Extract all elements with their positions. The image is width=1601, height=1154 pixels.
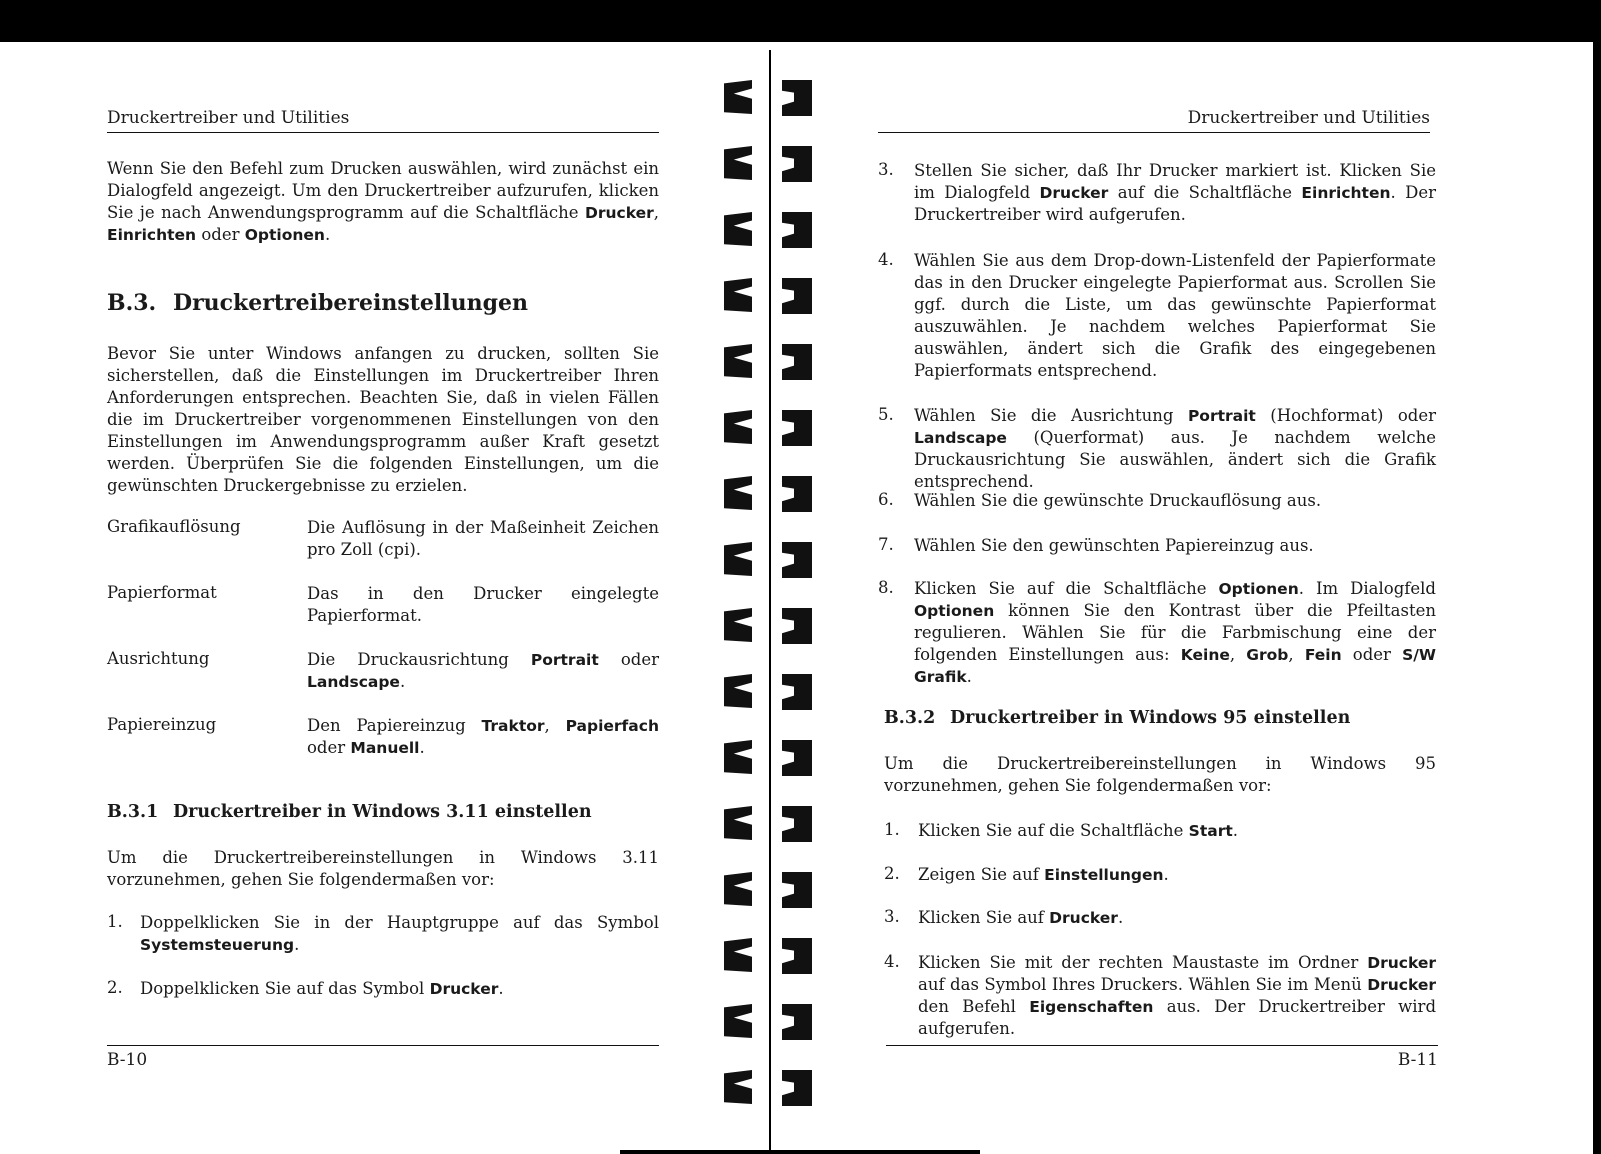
list-item: Wählen Sie die Ausrichtung Portrait (Hochformat) oder Landscape (Querformat) aus. Je nachdem welche Druckausrichtung Sie auswählen, ändert sich die Grafik entsprechend. [914, 406, 1437, 491]
binding-ring [720, 80, 814, 116]
def-desc: Den Papiereinzug Traktor, Papierfach oder Manuell. [307, 716, 659, 757]
binding-ring [720, 212, 814, 248]
list-item: Klicken Sie auf die Schaltfläche Start. [918, 821, 1238, 840]
list-item: Stellen Sie sicher, daß Ihr Drucker markiert ist. Klicken Sie im Dialogfeld Drucker auf die Schaltfläche Einrichten. Der Druckertreiber wird aufgerufen. [914, 161, 1437, 224]
right-running-header: Druckertreiber und Utilities [878, 108, 1430, 133]
def-desc: Das in den Drucker eingelegte Papierformat. [307, 584, 659, 625]
binding-ring [720, 740, 814, 776]
list-item: Doppelklicken Sie in der Hauptgruppe auf das Symbol Systemsteuerung. [140, 913, 659, 954]
binding-ring [720, 476, 814, 512]
scan-top-border [0, 0, 1601, 42]
list-item-number: 4. [878, 250, 894, 269]
right-page-number: B-11 [886, 1045, 1438, 1070]
list-item: Wählen Sie aus dem Drop-down-Listenfeld der Papierformate das in den Drucker eingelegte Papierformat aus. Scrollen Sie ggf. durch die Liste, um das gewünschte Papierformat auszuwählen. Je nachdem welches Papierformat Sie auswählen, ändert sich die Grafik des eingegebenen Papierformats entsprechend. [914, 251, 1436, 380]
scan-right-edge [1593, 38, 1601, 1154]
list-item: Wählen Sie die gewünschte Druckauflösung aus. [914, 491, 1322, 510]
binding-spine [720, 50, 830, 1154]
binding-ring [720, 938, 814, 974]
def-term: Papierformat [107, 583, 217, 602]
list-item: Zeigen Sie auf Einstellungen. [918, 865, 1169, 884]
def-term: Ausrichtung [107, 649, 210, 668]
list-item-number: 7. [878, 535, 894, 554]
list-item: Wählen Sie den gewünschten Papiereinzug aus. [914, 536, 1314, 555]
binding-ring [720, 278, 814, 314]
subsection-paragraph: Um die Druckertreibereinstellungen in Windows 95 vorzunehmen, gehen Sie folgendermaßen vor: [884, 754, 1436, 795]
section-heading-b3: B.3. Druckertreibereinstellungen [107, 290, 528, 316]
binding-ring [720, 146, 814, 182]
binding-ring [720, 542, 814, 578]
list-item: Klicken Sie mit der rechten Maustaste im Ordner Drucker auf das Symbol Ihres Druckers. Wählen Sie im Menü Drucker den Befehl Eigenschaften aus. Der Druckertreiber wird aufgerufen. [918, 953, 1437, 1038]
list-item-number: 1. [107, 912, 123, 931]
list-item: Doppelklicken Sie auf das Symbol Drucker. [140, 979, 504, 998]
list-item-number: 3. [878, 160, 894, 179]
binding-ring [720, 344, 814, 380]
def-desc: Die Druckausrichtung Portrait oder Landscape. [307, 650, 659, 691]
list-item: Klicken Sie auf Drucker. [918, 908, 1124, 927]
list-item-number: 2. [884, 864, 900, 883]
left-running-header: Druckertreiber und Utilities [107, 108, 659, 133]
list-item-number: 5. [878, 405, 894, 424]
list-item-number: 8. [878, 578, 894, 597]
list-item-number: 4. [884, 952, 900, 971]
binding-ring [720, 1004, 814, 1040]
list-item: Klicken Sie auf die Schaltfläche Optionen. Im Dialogfeld Optionen können Sie den Kontrast über die Pfeiltasten regulieren. Wählen Sie für die Farbmischung eine der folgenden Einstellungen aus: Keine, Grob, Fein oder S/W Grafik. [914, 579, 1437, 686]
subsection-heading-b32: B.3.2 Druckertreiber in Windows 95 einstellen [884, 708, 1351, 728]
def-term: Grafikauflösung [107, 517, 241, 536]
binding-ring [720, 410, 814, 446]
subsection-paragraph: Um die Druckertreibereinstellungen in Windows 3.11 vorzunehmen, gehen Sie folgendermaßen vor: [107, 848, 659, 889]
list-item-number: 3. [884, 907, 900, 926]
list-item-number: 2. [107, 978, 123, 997]
binding-ring [720, 872, 814, 908]
def-desc: Die Auflösung in der Maßeinheit Zeichen pro Zoll (cpi). [307, 518, 659, 559]
binding-ring [720, 1070, 814, 1106]
binding-ring [720, 608, 814, 644]
section-paragraph: Bevor Sie unter Windows anfangen zu drucken, sollten Sie sicherstellen, daß die Einstellungen im Druckertreiber Ihren Anforderungen entsprechen. Beachten Sie, daß in vielen Fällen die im Druckertreiber vorgenommenen Einstellungen von den Einstellungen im Anwendungsprogramm außer Kraft gesetzt werden. Überprüfen Sie die folgenden Einstellungen, um die gewünschten Druckergebnisse zu erzielen. [107, 344, 659, 495]
list-item-number: 1. [884, 820, 900, 839]
binding-ring [720, 674, 814, 710]
left-page-number: B-10 [107, 1045, 659, 1070]
left-intro-paragraph: Wenn Sie den Befehl zum Drucken auswählen, wird zunächst ein Dialogfeld angezeigt. Um den Druckertreiber aufzurufen, klicken Sie je nach Anwendungsprogramm auf die Schaltfläche Drucker, Einrichten oder Optionen. [107, 159, 659, 244]
subsection-heading-b31: B.3.1 Druckertreiber in Windows 3.11 einstellen [107, 802, 592, 822]
list-item-number: 6. [878, 490, 894, 509]
binding-ring [720, 806, 814, 842]
def-term: Papiereinzug [107, 715, 217, 734]
